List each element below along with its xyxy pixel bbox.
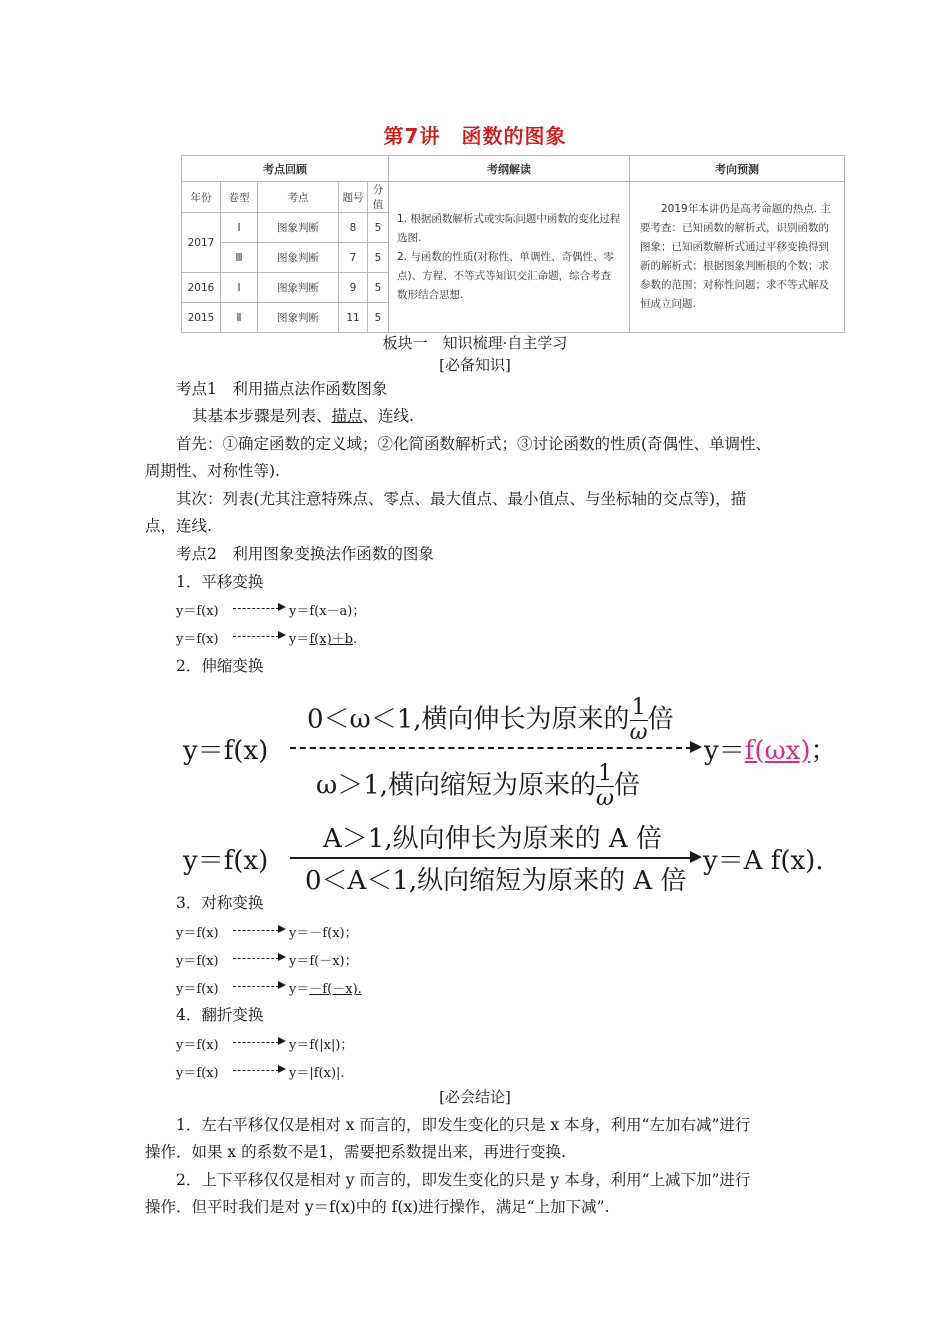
flip-lhs-1: y＝f(x): [176, 1038, 219, 1053]
kp1-steps: [192, 405, 414, 427]
kp2-title: 考点2 利用图象变换法作函数的图象: [176, 545, 434, 563]
translation-rhs-2-answer: f(x)＋b: [309, 632, 353, 647]
conclusion-1: 1．左右平移仅仅是相对 x 而言的，即发生变化的只是 x 本身，利用“左加右减”进行: [176, 1116, 751, 1134]
symmetry-rhs-2: y＝f(－x)；: [289, 954, 358, 969]
fraction-one-over-omega: [596, 762, 614, 811]
kp1-first: 首先：①确定函数的定义域；②化简函数解析式；③讨论函数的性质(奇偶性、单调性、: [176, 435, 772, 453]
dashed-arrow: [233, 958, 279, 959]
scaling1-rhs: [704, 730, 837, 767]
scaling1-rhs-answer: f(ωx): [744, 736, 811, 766]
subheader-number: 题号: [339, 182, 368, 213]
flip-rhs-1: y＝f(|x|)；: [289, 1038, 354, 1053]
cell-topic: 图象判断: [258, 213, 339, 243]
scaling1-condition-bottom: [316, 762, 640, 811]
table-header-row: [182, 156, 845, 182]
symmetry-rhs-3: [289, 978, 362, 997]
cell-score: 5: [368, 273, 389, 303]
arrow-head-icon: [690, 741, 702, 753]
interpretation-text: 1. 根据函数解析式或实际问题中函数的变化过程选图. 2. 与函数的性质(对称性、单调性、奇偶性、零点)、方程、不等式等知识交汇命题，综合考查数形结合思想.: [397, 212, 621, 301]
cell-paper: Ⅱ: [221, 303, 258, 333]
kp1-title: 考点1 利用描点法作函数图象: [176, 380, 388, 398]
scaling1-rhs-prefix: y＝: [704, 736, 745, 766]
exam-overview-table: [181, 155, 845, 333]
cell-number: 9: [339, 273, 368, 303]
solid-arrow: [290, 857, 692, 859]
kp1-steps-pre: 其基本步骤是列表、: [192, 407, 332, 425]
kp1-second: 其次：列表(尤其注意特殊点、零点、最大值点、最小值点、与坐标轴的交点等)，描: [176, 490, 747, 508]
dashed-arrow: [233, 930, 279, 931]
cell-paper: Ⅰ: [221, 213, 258, 243]
conclusion-2-cont: 操作．但平时我们是对 y＝f(x)中的 f(x)进行操作，满足“上加下减”.: [145, 1198, 610, 1216]
page-title: 第7讲 函数的图象: [383, 124, 567, 148]
scaling2-condition-top: A＞1,纵向伸长为原来的 A 倍: [323, 824, 662, 854]
kp2-heading-flip: 4．翻折变换: [176, 1006, 264, 1024]
subheader-score: 分值: [368, 182, 389, 213]
symmetry-lhs-1: y＝f(x): [176, 926, 219, 941]
symmetry-rhs-3-prefix: y＝: [289, 982, 310, 997]
header-prediction: 考向预测: [630, 156, 845, 182]
translation-lhs-1: y＝f(x): [176, 604, 219, 619]
symmetry-lhs-3: y＝f(x): [176, 982, 219, 997]
scaling1-lhs: y＝f(x): [183, 736, 269, 766]
cell-score: 5: [368, 303, 389, 333]
arrow-head-icon: [278, 631, 286, 639]
cell-year: 2015: [182, 303, 221, 333]
cell-score: 5: [368, 213, 389, 243]
dashed-arrow: [233, 1070, 279, 1071]
symmetry-lhs-2: y＝f(x): [176, 954, 219, 969]
fraction-denominator: ω: [629, 720, 648, 745]
scaling2-lhs: y＝f(x): [183, 846, 269, 876]
header-interpretation: 考纲解读: [389, 156, 630, 182]
scaling1-top-bei: 倍: [647, 704, 674, 735]
arrow-head-icon: [690, 851, 702, 863]
cell-number: 11: [339, 303, 368, 333]
kp1-steps-answer: 描点: [331, 407, 363, 425]
prediction-text: 2019年本讲仍是高考命题的热点. 主要考查：已知函数的解析式，识别函数的图象；已知函数解析式通过平移变换得到新的解析式；根据图象判断根的个数；求参数的范围；对称性问题；求不等式解及恒成立问题.: [640, 203, 831, 310]
cell-topic: 图象判断: [258, 303, 339, 333]
cell-number: 8: [339, 213, 368, 243]
header-review: 考点回顾: [182, 156, 389, 182]
dashed-arrow: [233, 986, 279, 987]
fraction-one-over-omega: [630, 696, 648, 745]
kp2-heading-symmetry: 3．对称变换: [176, 894, 264, 912]
dashed-arrow: [233, 636, 279, 637]
cell-paper: Ⅰ: [221, 273, 258, 303]
cell-topic: 图象判断: [258, 273, 339, 303]
kp2-heading-translation: 1．平移变换: [176, 573, 264, 591]
kp1-steps-post: 、连线.: [362, 407, 414, 425]
scaling1-condition-top: [307, 696, 674, 745]
cell-topic: 图象判断: [258, 243, 339, 273]
cell-year: 2017: [182, 213, 221, 273]
dashed-arrow: [233, 1042, 279, 1043]
scaling2-rhs: y＝A f(x).: [703, 846, 824, 876]
translation-rhs-1: y＝f(x－a)；: [289, 604, 366, 619]
translation-rhs-2: [289, 628, 357, 647]
symmetry-rhs-3-answer: －f(－x).: [309, 982, 362, 997]
table-subheader-row: [182, 182, 845, 213]
interpretation-cell: [389, 182, 630, 333]
prediction-cell: [630, 182, 845, 333]
subheader-topic: 考点: [258, 182, 339, 213]
cell-score: 5: [368, 243, 389, 273]
flip-rhs-2: y＝|f(x)|.: [289, 1066, 345, 1081]
cell-number: 7: [339, 243, 368, 273]
subheader-year: 年份: [182, 182, 221, 213]
fraction-numerator: 1: [598, 761, 613, 786]
arrow-head-icon: [278, 603, 286, 611]
bracket-heading-conclusions: [必会结论]: [439, 1088, 511, 1106]
cell-year: 2016: [182, 273, 221, 303]
subheader-paper: 卷型: [221, 182, 258, 213]
bracket-heading-knowledge: [必备知识]: [439, 356, 511, 374]
cell-paper: Ⅲ: [221, 243, 258, 273]
arrow-head-icon: [278, 981, 286, 989]
scaling1-rhs-end: ；: [810, 736, 837, 766]
flip-lhs-2: y＝f(x): [176, 1066, 219, 1081]
fraction-denominator: ω: [596, 786, 614, 811]
kp2-heading-scaling: 2．伸缩变换: [176, 657, 264, 675]
scaling1-bottom-bei: 倍: [614, 770, 641, 801]
arrow-head-icon: [278, 1065, 286, 1073]
dashed-arrow: [233, 608, 279, 609]
arrow-head-icon: [278, 1037, 286, 1045]
translation-rhs-2-end: .: [352, 632, 358, 647]
conclusion-1-cont: 操作．如果 x 的系数不是1，需要把系数提出来，再进行变换.: [145, 1143, 566, 1161]
arrow-head-icon: [278, 925, 286, 933]
translation-lhs-2: y＝f(x): [176, 632, 219, 647]
fraction-numerator: 1: [631, 695, 646, 720]
section-heading: 板块一 知识梳理·自主学习: [382, 334, 568, 352]
translation-rhs-2-prefix: y＝: [289, 632, 310, 647]
conclusion-2: 2．上下平移仅仅是相对 y 而言的，即发生变化的只是 y 本身，利用“上减下加”进行: [176, 1171, 751, 1189]
symmetry-rhs-1: y＝－f(x)；: [289, 926, 358, 941]
arrow-head-icon: [278, 953, 286, 961]
dashed-arrow: [290, 747, 692, 749]
scaling1-bottom-text: ω＞1,横向缩短为原来的: [316, 770, 597, 801]
scaling1-top-text: 0＜ω＜1,横向伸长为原来的: [307, 704, 630, 735]
scaling2-condition-bottom: 0＜A＜1,纵向缩短为原来的 A 倍: [305, 866, 687, 896]
kp1-first-cont: 周期性、对称性等).: [145, 462, 280, 480]
kp1-second-cont: 点，连线.: [145, 517, 212, 535]
